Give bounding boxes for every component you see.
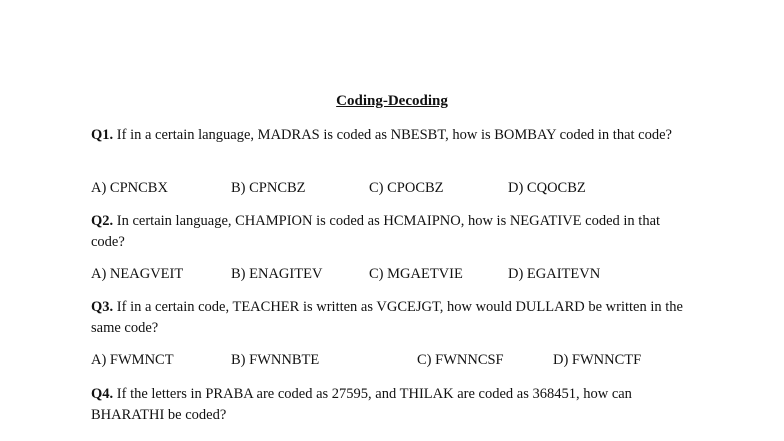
- question-4: [91, 384, 691, 426]
- question-number: Q2.: [91, 213, 114, 229]
- option-d: D) EGAITEVN: [508, 266, 601, 282]
- option-a: A) NEAGVEIT: [91, 266, 184, 282]
- question-text: If in a certain language, MADRAS is coded as NBESBT, how is BOMBAY coded in that code?: [116, 127, 672, 143]
- page-title: Coding-Decoding: [336, 93, 448, 109]
- option-c: C) MGAETVIE: [369, 266, 463, 282]
- question-text: In certain language, CHAMPION is coded as HCMAIPNO, how is NEGATIVE coded in that code?: [91, 213, 661, 250]
- option-c: C) CPOCBZ: [369, 180, 444, 196]
- option-a: A) FWMNCT: [91, 352, 174, 368]
- question-number: Q3.: [91, 299, 114, 315]
- option-b: B) ENAGITEV: [231, 266, 323, 282]
- option-b: B) FWNNBTE: [231, 352, 320, 368]
- option-c: C) FWNNCSF: [417, 352, 504, 368]
- option-b: B) CPNCBZ: [231, 180, 306, 196]
- question-text: If the letters in PRABA are coded as 27595, and THILAK are coded as 368451, how can BHARATHI be coded?: [91, 386, 632, 423]
- question-2: [91, 211, 691, 253]
- question-1: [91, 125, 691, 146]
- option-d: D) FWNNCTF: [553, 352, 642, 368]
- option-a: A) CPNCBX: [91, 180, 168, 196]
- question-text: If in a certain code, TEACHER is written as VGCEJGT, how would DULLARD be written in the same code?: [91, 299, 683, 336]
- option-d: D) CQOCBZ: [508, 180, 586, 196]
- question-3: [91, 297, 691, 339]
- question-number: Q4.: [91, 386, 114, 402]
- question-number: Q1.: [91, 127, 114, 143]
